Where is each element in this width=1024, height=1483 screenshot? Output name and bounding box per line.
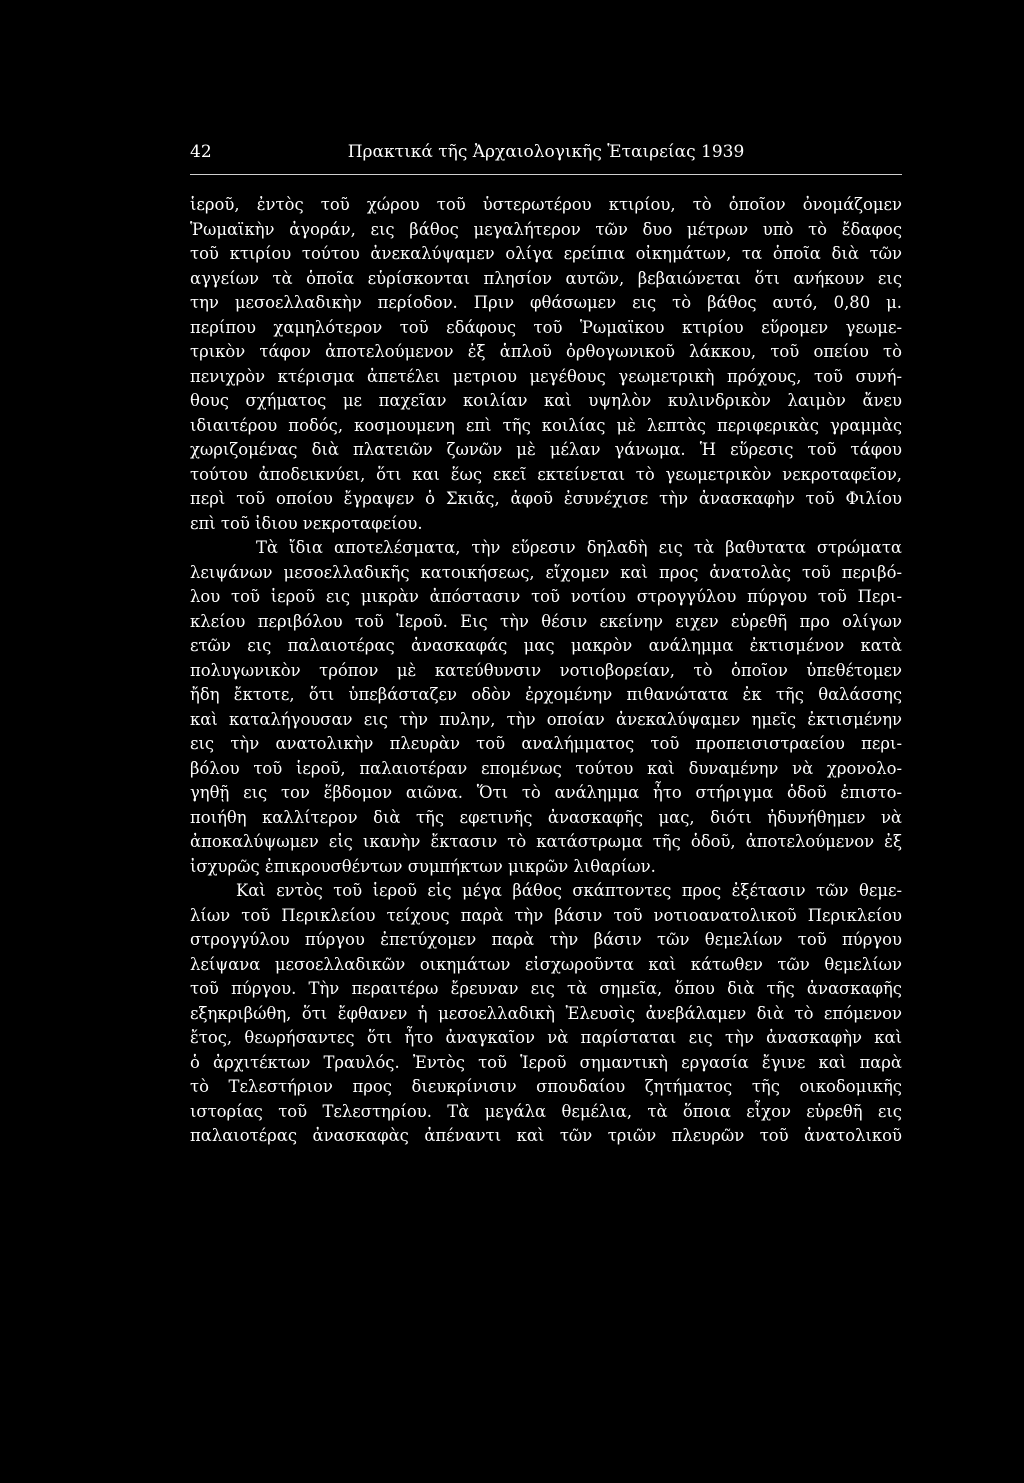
paragraph-3 bbox=[190, 879, 902, 1149]
text-line: ἱεροῦ, ἐντὸς τοῦ χώρου τοῦ ὑστερωτέρου κτιρίου, τὸ ὁποῖον ὀνομάζομεν bbox=[190, 195, 902, 214]
text-line: Ῥωμαϊκὴν ἀγοράν, εις βάθος μεγαλήτερον τῶν δυο μέτρων υπὸ τὸ ἔδαφος bbox=[190, 219, 902, 239]
text-line: τρικὸν τάφον ἀποτελούμενον ἐξ ἁπλοῦ ὀρθογωνικοῦ λάκκου, τοῦ οπείου τὸ bbox=[190, 342, 902, 361]
text-line: τοῦ κτιρίου τούτου ἀνεκαλύψαμεν ολίγα ερείπια οἰκημάτων, τα ὁποῖα διὰ τῶν bbox=[190, 244, 902, 263]
text-line: Καὶ εντὸς τοῦ ἱεροῦ εἰς μέγα βάθος σκάπτοντες προς ἐξέτασιν τῶν θεμε- bbox=[236, 881, 902, 900]
journal-title: Πρακτικά τῆς Ἀρχαιολογικῆς Ἑταιρείας 1939 bbox=[347, 142, 745, 162]
text-line: χωριζομένας διὰ πλατειῶν ζωνῶν μὲ μέλαν γάνωμα. Ἡ εὕρεσις τοῦ τάφου bbox=[190, 440, 902, 459]
text-line: ιστορίας τοῦ Τελεστηρίου. Τὰ μεγάλα θεμέλια, τὰ ὅποια εἶχον εὑρεθῆ εις bbox=[190, 1101, 902, 1121]
text-line: λίων τοῦ Περικλείου τείχους παρὰ τὴν βάσιν τοῦ νοτιοανατολικοῦ Περικλείου bbox=[190, 905, 902, 925]
text-line: την μεσοελλαδικὴν περίοδον. Πριν φθάσωμεν εις τὸ βάθος αυτό, 0,80 μ. bbox=[190, 293, 902, 312]
running-head bbox=[190, 140, 902, 164]
text-line: ἤδη ἔκτοτε, ὅτι ὑπεβάσταζεν οδὸν ἐρχομένην πιθανώτατα ἐκ τῆς θαλάσσης bbox=[190, 685, 902, 704]
text-line: επὶ τοῦ ἰδιου νεκροταφείου. bbox=[190, 513, 423, 533]
paragraph-2 bbox=[190, 536, 902, 879]
text-line: λειψάνων μεσοελλαδικῆς κατοικήσεως, εἴχομεν καὶ προς ἀνατολὰς τοῦ περιβό- bbox=[190, 562, 902, 582]
text-line: αγγείων τὰ ὁποῖα εὑρίσκονται πλησίον αυτῶν, βεβαιώνεται ὅτι ανήκουν εις bbox=[190, 268, 902, 288]
text-line: περίπου χαμηλότερον τοῦ εδάφους τοῦ Ῥωμαϊκου κτιρίου εὕρομεν γεωμε- bbox=[190, 317, 902, 337]
text-line: ὁ ἀρχιτέκτων Τραυλός. Ἐντὸς τοῦ Ἱεροῦ σημαντικὴ εργασία ἔγινε καὶ παρὰ bbox=[190, 1052, 902, 1072]
text-line: Τὰ ἴδια αποτελέσματα, τὴν εὕρεσιν δηλαδὴ εις τὰ βαθυτατα στρώματα bbox=[256, 538, 902, 557]
text-line: εις τὴν ανατολικὴν πλευρὰν τοῦ αναλήμματος τοῦ προπεισιστραείου περι- bbox=[190, 734, 902, 753]
text-line: πενιχρὸν κτέρισμα ἀπετέλει μετριου μεγέθους γεωμετρικὴ πρόχους, τοῦ συνή- bbox=[190, 366, 902, 386]
text-line: παλαιοτέρας ἀνασκαφὰς ἀπέναντι καὶ τῶν τριῶν πλευρῶν τοῦ ἀνατολικοῦ bbox=[190, 1126, 902, 1145]
text-line: στρογγύλου πύργου ἐπετύχομεν παρὰ τὴν βάσιν τῶν θεμελίων τοῦ πύργου bbox=[190, 930, 902, 949]
text-line: θους σχήματος με παχεῖαν κοιλίαν καὶ υψηλὸν κυλινδρικὸν λαιμὸν ἄνευ bbox=[190, 391, 902, 410]
text-line: ἀποκαλύψωμεν εἰς ικανὴν ἔκτασιν τὸ κατάστρωμα τῆς ὁδοῦ, ἀποτελούμενον ἐξ bbox=[190, 832, 902, 851]
text-line: λου τοῦ ἱεροῦ εις μικρὰν ἀπόστασιν τοῦ νοτίου στρογγύλου πύργου τοῦ Περι- bbox=[190, 587, 902, 606]
text-line: ποιήθη καλλίτερον διὰ τῆς εφετινῆς ἀνασκαφῆς μας, διότι ἠδυνήθημεν νὰ bbox=[190, 807, 902, 827]
paragraph-1 bbox=[190, 193, 902, 536]
text-line: καὶ καταλήγουσαν εις τὴν πυλην, τὴν οποίαν ἀνεκαλύψαμεν ημεῖς ἐκτισμένην bbox=[190, 709, 902, 729]
text-line: τὸ Τελεστήριον προς διευκρίνισιν σπουδαίου ζητήματος τῆς οικοδομικῆς bbox=[190, 1077, 902, 1096]
text-line: ετῶν εις παλαιοτέρας ἀνασκαφάς μας μακρὸν ανάλημμα ἐκτισμένον κατὰ bbox=[190, 636, 902, 655]
text-line: τούτου ἀποδεικνύει, ὅτι και ἕως εκεῖ εκτείνεται τὸ γεωμετρικὸν νεκροταφεῖον, bbox=[190, 464, 902, 484]
text-line: κλείου περιβόλου τοῦ Ἱεροῦ. Εις τὴν θέσιν εκείνην ειχεν εὑρεθῆ προ ολίγων bbox=[190, 611, 902, 631]
text-line: ιδιαιτέρου ποδός, κοσμουμενη επὶ τῆς κοιλίας μὲ λεπτὰς περιφερικὰς γραμμὰς bbox=[190, 415, 902, 435]
text-line: ἔτος, θεωρήσαντες ὅτι ἦτο ἀναγκαῖον νὰ παρίσταται εις τὴν ἀνασκαφὴν καὶ bbox=[190, 1028, 902, 1047]
text-line: πολυγωνικὸν τρόπον μὲ κατεύθυνσιν νοτιοβορείαν, τὸ ὁποῖον ὑπεθέτομεν bbox=[190, 660, 902, 680]
text-line: εξηκριβώθη, ὅτι ἔφθανεν ἡ μεσοελλαδικὴ Ἐλευσὶς ἀνεβάλαμεν διὰ τὸ επόμενον bbox=[190, 1003, 902, 1023]
text-line: τοῦ πύργου. Τὴν περαιτέρω ἔρευναν εις τὰ σημεῖα, ὅπου διὰ τῆς ἀνασκαφῆς bbox=[190, 979, 902, 998]
text-line: βόλου τοῦ ἱεροῦ, παλαιοτέραν επομένως τούτου καὶ δυναμένην νὰ χρονολο- bbox=[190, 758, 902, 778]
text-line: γηθῇ εις τον ἕβδομον αιῶνα. Ὅτι τὸ ανάλημμα ἦτο στήριγμα ὁδοῦ ἐπιστο- bbox=[190, 783, 902, 802]
page-number: 42 bbox=[190, 142, 212, 162]
text-line: λείψανα μεσοελλαδικῶν οικημάτων εἰσχωροῦντα καὶ κάτωθεν τῶν θεμελίων bbox=[190, 954, 902, 974]
text-line: ἰσχυρῶς ἐπικρουσθέντων συμπήκτων μικρῶν λιθαρίων. bbox=[190, 856, 656, 876]
text-line: περὶ τοῦ οποίου ἔγραψεν ὁ Σκιᾶς, ἀφοῦ ἐσυνέχισε τὴν ἀνασκαφὴν τοῦ Φιλίου bbox=[190, 489, 902, 508]
document-page bbox=[190, 140, 902, 1149]
header-rule bbox=[190, 174, 902, 175]
